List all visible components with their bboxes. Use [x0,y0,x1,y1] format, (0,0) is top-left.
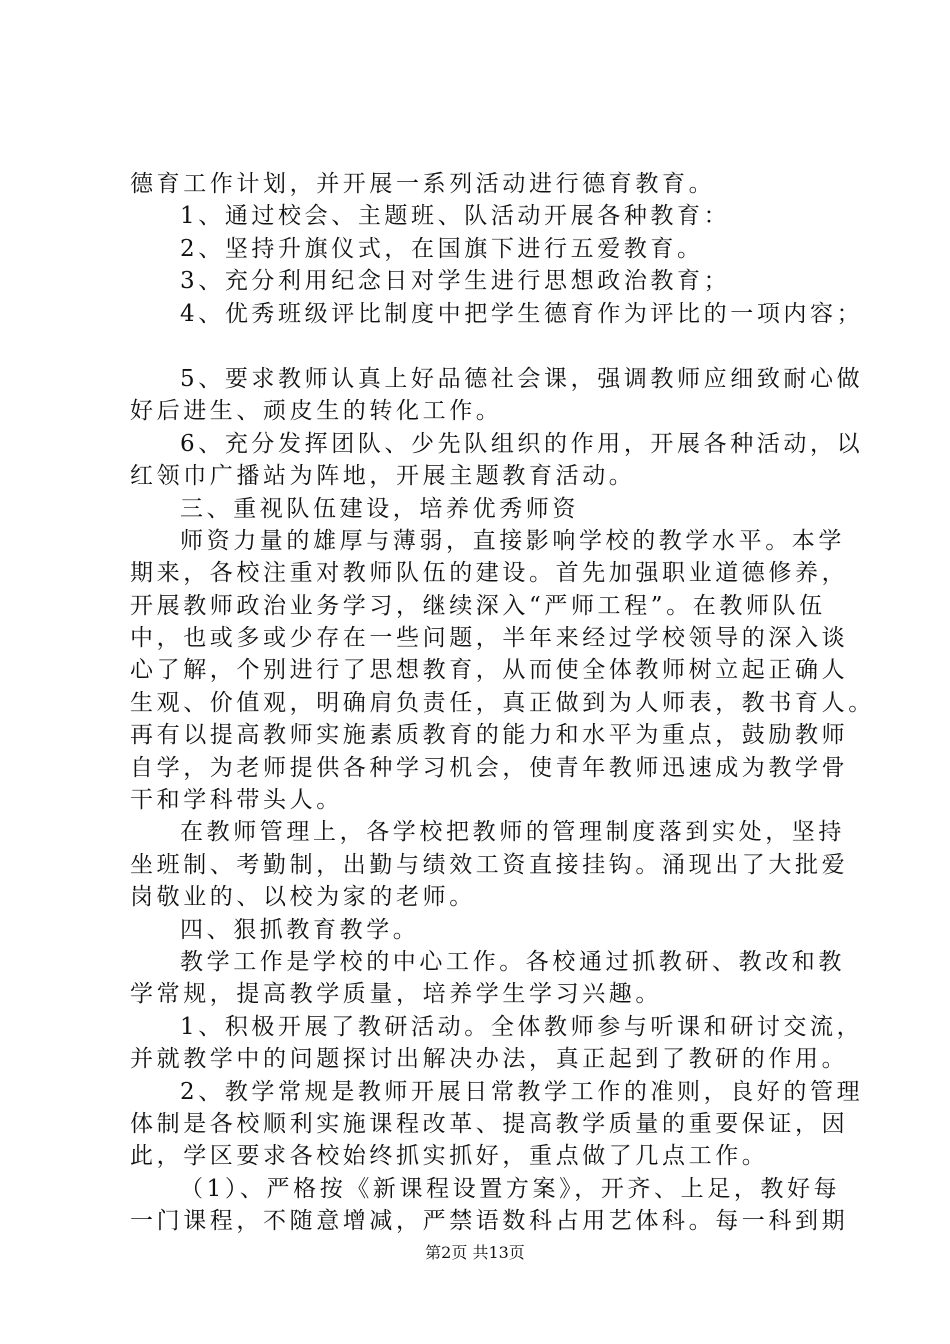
text-line: 好后进生、顽皮生的转化工作。 [130,398,503,425]
text-line: 2、坚持升旗仪式，在国旗下进行五爱教育。 [180,235,704,262]
text-line: 岗敬业的、以校为家的老师。 [130,884,476,911]
text-line: 学常规，提高教学质量，培养学生学习兴趣。 [130,981,662,1008]
page-number: 第2页 共13页 [425,1243,525,1262]
text-line: 师资力量的雄厚与薄弱，直接影响学校的教学水平。本学 [180,527,845,554]
text-line: 红领巾广播站为阵地，开展主题教育活动。 [130,463,636,490]
text-line: 心了解，个别进行了思想教育，从而使全体教师树立起正确人 [130,657,849,684]
text-line: 1、通过校会、主题班、队活动开展各种教育： [180,203,731,230]
text-line: 开展教师政治业务学习，继续深入“严师工程”。在教师队伍 [130,592,826,619]
text-line: （1）、严格按《新课程设置方案》，开齐、上足，教好每 [180,1175,841,1202]
text-line: 期来，各校注重对教师队伍的建设。首先加强职业道德修养， [130,560,849,587]
text-line: 在教师管理上，各学校把教师的管理制度落到实处，坚持 [180,819,845,846]
text-line: 德育工作计划，并开展一系列活动进行德育教育。 [130,171,716,197]
text-line: 此，学区要求各校始终抓实抓好，重点做了几点工作。 [130,1143,769,1170]
text-line: 3、充分利用纪念日对学生进行思想政治教育； [180,268,731,295]
section-heading: 四、狠抓教育教学。 [180,916,420,943]
text-line: 体制是各校顺利实施课程改革、提高教学质量的重要保证，因 [130,1110,849,1137]
text-line: 再有以提高教师实施素质教育的能力和水平为重点，鼓励教师 [130,722,849,749]
text-line: 教学工作是学校的中心工作。各校通过抓教研、教改和教 [180,948,845,975]
text-line: 一门课程，不随意增减，严禁语数科占用艺体科。每一科到期 [130,1208,849,1235]
text-line: 4、优秀班级评比制度中把学生德育作为评比的一项内容； [180,300,864,327]
text-line: 2、教学常规是教师开展日常教学工作的准则，良好的管理 [180,1078,864,1105]
document-body [130,168,875,1238]
text-line: 1、积极开展了教研活动。全体教师参与听课和研讨交流， [180,1013,864,1040]
text-line: 并就教学中的问题探讨出解决办法，真正起到了教研的作用。 [130,1046,849,1073]
text-line: 生观、价值观，明确肩负责任，真正做到为人师表，教书育人。 [130,689,875,716]
text-line: 自学，为老师提供各种学习机会，使青年教师迅速成为教学骨 [130,754,849,781]
text-line: 5、要求教师认真上好品德社会课，强调教师应细致耐心做 [180,365,864,392]
text-line: 中，也或多或少存在一些问题，半年来经过学校领导的深入谈 [130,625,849,652]
section-heading: 三、重视队伍建设，培养优秀师资 [180,495,579,522]
text-line: 坐班制、考勤制，出勤与绩效工资直接挂钩。涌现出了大批爱 [130,851,849,878]
text-line: 6、充分发挥团队、少先队组织的作用，开展各种活动，以 [180,430,864,457]
text-line: 干和学科带头人。 [130,787,343,814]
paragraph-gap [130,330,835,363]
